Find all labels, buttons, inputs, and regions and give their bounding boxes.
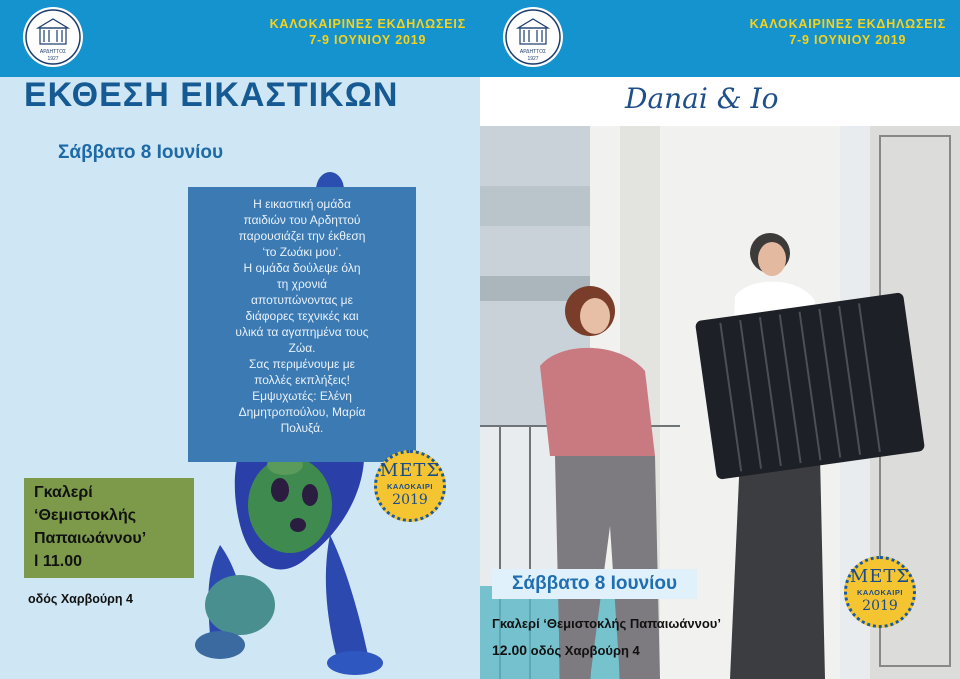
- concert-venue-block: [492, 611, 721, 664]
- poster-header: [480, 0, 960, 77]
- ardittos-logo: [22, 6, 84, 68]
- ardittos-logo: [502, 6, 564, 68]
- event-title-line1: ΚΑΛΟΚΑΙΡΙΝΕΣ ΕΚΔΗΛΩΣΕΙΣ: [269, 17, 466, 31]
- svg-text:1927: 1927: [527, 56, 539, 62]
- badge-line2: ΚΑΛΟΚΑΙΡΙ: [857, 588, 903, 597]
- mets-summer-badge: [374, 450, 446, 522]
- badge-line1: ΜΕΤΣ: [379, 460, 441, 481]
- svg-text:ΑΡΔΗΤΤΟΣ: ΑΡΔΗΤΤΟΣ: [39, 49, 67, 55]
- venue-text: Γκαλερί ‘Θεμιστοκλής Παπαιωάννου’ l 11.00: [34, 484, 147, 570]
- event-title-line1: ΚΑΛΟΚΑΙΡΙΝΕΣ ΕΚΔΗΛΩΣΕΙΣ: [749, 17, 946, 31]
- concert-street: οδός Χαρβούρη 4: [530, 643, 640, 658]
- concert-date: Σάββατο 8 Ιουνίου: [492, 569, 697, 599]
- event-title: [750, 16, 946, 48]
- exhibition-description: [188, 187, 416, 462]
- svg-text:1927: 1927: [47, 56, 59, 62]
- badge-line2: ΚΑΛΟΚΑΙΡΙ: [387, 482, 433, 491]
- exhibition-date: Σάββατο 8 Ιουνίου: [58, 142, 224, 163]
- exhibition-title: ΕΚΘΕΣΗ ΕΙΚΑΣΤΙΚΩΝ: [24, 76, 399, 114]
- badge-year: 2019: [862, 598, 898, 614]
- badge-year: 2019: [392, 492, 428, 508]
- concert-time: 12.00: [492, 642, 528, 658]
- badge-line1: ΜΕΤΣ: [849, 566, 911, 587]
- event-title: [270, 16, 466, 48]
- street-address: οδός Χαρβούρη 4: [28, 592, 133, 606]
- concert-venue: Γκαλερί ‘Θεμιστοκλής Παπαιωάννου’: [492, 616, 721, 631]
- event-title-dates: 7-9 ΙΟΥΝΙΟΥ 2019: [789, 33, 907, 47]
- artist-title: Danai & Io: [625, 82, 779, 115]
- poster-concert: [480, 0, 960, 679]
- mets-summer-badge: [844, 556, 916, 628]
- description-text: Η εικαστική ομάδα παιδιών του Αρδηττού παρουσιάζει την έκθεση ‘το Ζωάκι μου’. Η ομάδα δούλεψε όλη τη χρονιά αποτυπώνοντας με διάφορες τεχνικές και υλικά τα αγαπημένα τους Ζώα. Σας περιμένουμε με πολλές εκπλήξεις! Εμψυχωτές: Ελένη Δημητροπούλου, Μαρία Πολυξά.: [235, 197, 369, 435]
- venue-box: [24, 478, 194, 578]
- svg-text:ΑΡΔΗΤΤΟΣ: ΑΡΔΗΤΤΟΣ: [519, 49, 547, 55]
- event-title-dates: 7-9 ΙΟΥΝΙΟΥ 2019: [309, 33, 427, 47]
- poster-header: [0, 0, 480, 77]
